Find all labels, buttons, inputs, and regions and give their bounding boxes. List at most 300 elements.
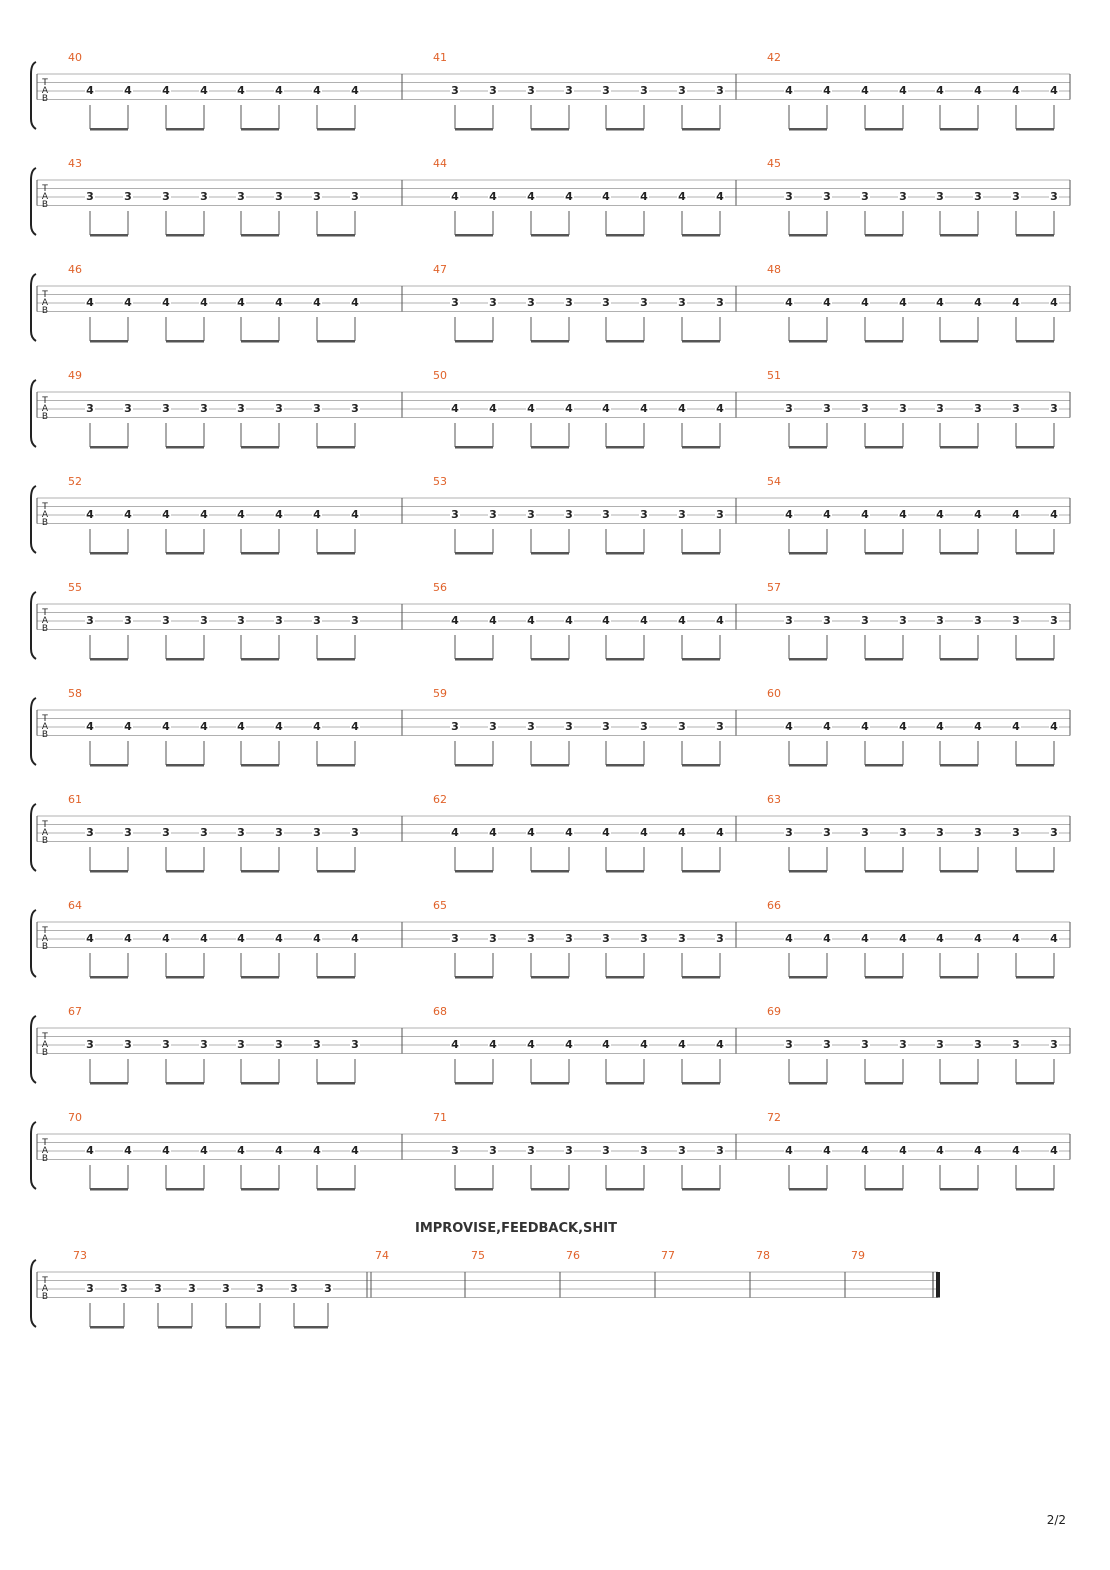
note-beam bbox=[226, 1326, 260, 1329]
fret-number: 3 bbox=[451, 296, 459, 309]
fret-number: 4 bbox=[124, 508, 132, 521]
fret-number: 4 bbox=[313, 1144, 321, 1157]
note-beam bbox=[940, 976, 978, 979]
fret-number: 3 bbox=[565, 932, 573, 945]
measure-number: 71 bbox=[433, 1111, 447, 1124]
fret-number: 3 bbox=[861, 614, 869, 627]
fret-number: 3 bbox=[275, 402, 283, 415]
fret-number: 3 bbox=[678, 720, 686, 733]
fret-number: 3 bbox=[785, 826, 793, 839]
fret-number: 4 bbox=[823, 932, 831, 945]
note-beam bbox=[455, 340, 493, 343]
fret-number: 4 bbox=[313, 720, 321, 733]
tab-clef-letter: A bbox=[41, 722, 49, 732]
note-beam bbox=[1016, 764, 1054, 767]
note-beam bbox=[606, 870, 644, 873]
fret-number: 3 bbox=[565, 1144, 573, 1157]
note-beam bbox=[606, 446, 644, 449]
fret-number: 4 bbox=[823, 1144, 831, 1157]
note-beam bbox=[865, 446, 903, 449]
measure-number: 45 bbox=[767, 157, 781, 170]
fret-number: 3 bbox=[565, 720, 573, 733]
fret-number: 3 bbox=[1050, 614, 1058, 627]
measure-number: 57 bbox=[767, 581, 781, 594]
fret-number: 4 bbox=[861, 1144, 869, 1157]
note-beam bbox=[166, 976, 204, 979]
fret-number: 3 bbox=[200, 826, 208, 839]
measure-number: 73 bbox=[73, 1249, 87, 1262]
note-beam bbox=[789, 1082, 827, 1085]
note-beam bbox=[606, 234, 644, 237]
fret-number: 3 bbox=[1012, 614, 1020, 627]
fret-number: 3 bbox=[237, 614, 245, 627]
note-beam bbox=[166, 764, 204, 767]
fret-number: 4 bbox=[785, 720, 793, 733]
note-beam bbox=[865, 658, 903, 661]
fret-number: 3 bbox=[489, 296, 497, 309]
fret-number: 4 bbox=[162, 296, 170, 309]
fret-number: 3 bbox=[1012, 1038, 1020, 1051]
fret-number: 4 bbox=[527, 1038, 535, 1051]
note-beam bbox=[241, 234, 279, 237]
measure-number: 78 bbox=[756, 1249, 770, 1262]
fret-number: 4 bbox=[861, 932, 869, 945]
note-beam bbox=[531, 1082, 569, 1085]
fret-number: 4 bbox=[200, 720, 208, 733]
fret-number: 3 bbox=[640, 296, 648, 309]
note-beam bbox=[682, 446, 720, 449]
note-beam bbox=[241, 446, 279, 449]
fret-number: 3 bbox=[275, 190, 283, 203]
note-beam bbox=[940, 870, 978, 873]
note-beam bbox=[865, 1082, 903, 1085]
fret-number: 3 bbox=[678, 296, 686, 309]
fret-number: 3 bbox=[275, 1038, 283, 1051]
fret-number: 3 bbox=[861, 826, 869, 839]
fret-number: 4 bbox=[823, 508, 831, 521]
fret-number: 3 bbox=[974, 402, 982, 415]
note-beam bbox=[940, 128, 978, 131]
measure-number: 64 bbox=[68, 899, 82, 912]
measure-number: 59 bbox=[433, 687, 447, 700]
measure-number: 76 bbox=[566, 1249, 580, 1262]
fret-number: 4 bbox=[237, 1144, 245, 1157]
tab-clef-letter: B bbox=[41, 412, 49, 422]
fret-number: 3 bbox=[451, 932, 459, 945]
note-beam bbox=[1016, 1082, 1054, 1085]
fret-number: 4 bbox=[200, 1144, 208, 1157]
note-beam bbox=[90, 1326, 124, 1329]
fret-number: 4 bbox=[313, 932, 321, 945]
fret-number: 3 bbox=[861, 190, 869, 203]
fret-number: 3 bbox=[124, 614, 132, 627]
tab-clef-letter: B bbox=[41, 730, 49, 740]
fret-number: 4 bbox=[899, 296, 907, 309]
fret-number: 4 bbox=[527, 614, 535, 627]
note-beam bbox=[241, 128, 279, 131]
measure-number: 44 bbox=[433, 157, 447, 170]
note-beam bbox=[531, 552, 569, 555]
note-beam bbox=[940, 658, 978, 661]
fret-number: 4 bbox=[451, 1038, 459, 1051]
fret-number: 3 bbox=[1050, 190, 1058, 203]
fret-number: 4 bbox=[823, 84, 831, 97]
system-bracket bbox=[31, 486, 36, 553]
fret-number: 4 bbox=[565, 826, 573, 839]
fret-number: 4 bbox=[162, 508, 170, 521]
fret-number: 4 bbox=[899, 932, 907, 945]
measure-number: 77 bbox=[661, 1249, 675, 1262]
fret-number: 4 bbox=[275, 720, 283, 733]
fret-number: 4 bbox=[899, 84, 907, 97]
note-beam bbox=[682, 658, 720, 661]
fret-number: 3 bbox=[162, 190, 170, 203]
note-beam bbox=[682, 1082, 720, 1085]
fret-number: 4 bbox=[716, 402, 724, 415]
note-beam bbox=[606, 552, 644, 555]
tab-clef-letter: B bbox=[41, 1048, 49, 1058]
fret-number: 3 bbox=[162, 1038, 170, 1051]
fret-number: 3 bbox=[237, 1038, 245, 1051]
fret-number: 3 bbox=[823, 614, 831, 627]
fret-number: 4 bbox=[275, 1144, 283, 1157]
fret-number: 3 bbox=[162, 402, 170, 415]
fret-number: 3 bbox=[124, 190, 132, 203]
fret-number: 4 bbox=[451, 614, 459, 627]
fret-number: 3 bbox=[565, 296, 573, 309]
note-beam bbox=[317, 764, 355, 767]
note-beam bbox=[90, 128, 128, 131]
tab-clef-letter: A bbox=[41, 192, 49, 202]
fret-number: 3 bbox=[162, 614, 170, 627]
note-beam bbox=[455, 128, 493, 131]
fret-number: 3 bbox=[565, 508, 573, 521]
fret-number: 4 bbox=[565, 402, 573, 415]
tab-clef-letter: A bbox=[41, 1040, 49, 1050]
measure-number: 51 bbox=[767, 369, 781, 382]
note-beam bbox=[865, 340, 903, 343]
note-beam bbox=[241, 764, 279, 767]
measure-number: 74 bbox=[375, 1249, 389, 1262]
fret-number: 4 bbox=[124, 296, 132, 309]
fret-number: 4 bbox=[1050, 296, 1058, 309]
fret-number: 4 bbox=[678, 190, 686, 203]
note-beam bbox=[940, 552, 978, 555]
note-beam bbox=[166, 1082, 204, 1085]
note-beam bbox=[90, 658, 128, 661]
fret-number: 4 bbox=[565, 190, 573, 203]
note-beam bbox=[789, 658, 827, 661]
fret-number: 4 bbox=[489, 614, 497, 627]
fret-number: 3 bbox=[974, 190, 982, 203]
fret-number: 4 bbox=[275, 932, 283, 945]
fret-number: 4 bbox=[899, 508, 907, 521]
fret-number: 3 bbox=[602, 84, 610, 97]
note-beam bbox=[682, 552, 720, 555]
fret-number: 3 bbox=[785, 402, 793, 415]
note-beam bbox=[789, 340, 827, 343]
note-beam bbox=[90, 446, 128, 449]
note-beam bbox=[241, 1188, 279, 1191]
note-beam bbox=[317, 340, 355, 343]
note-beam bbox=[166, 340, 204, 343]
fret-number: 3 bbox=[1050, 402, 1058, 415]
note-beam bbox=[166, 658, 204, 661]
fret-number: 4 bbox=[124, 84, 132, 97]
note-beam bbox=[865, 234, 903, 237]
fret-number: 3 bbox=[602, 720, 610, 733]
fret-number: 4 bbox=[899, 720, 907, 733]
fret-number: 4 bbox=[237, 296, 245, 309]
note-beam bbox=[606, 658, 644, 661]
final-barline-thick bbox=[936, 1272, 940, 1298]
fret-number: 4 bbox=[527, 826, 535, 839]
note-beam bbox=[789, 764, 827, 767]
note-beam bbox=[682, 870, 720, 873]
fret-number: 4 bbox=[936, 720, 944, 733]
tab-clef-letter: T bbox=[42, 396, 48, 406]
fret-number: 4 bbox=[275, 296, 283, 309]
tab-system bbox=[31, 157, 1070, 237]
note-beam bbox=[1016, 446, 1054, 449]
note-beam bbox=[789, 870, 827, 873]
measure-number: 42 bbox=[767, 51, 781, 64]
fret-number: 4 bbox=[602, 826, 610, 839]
fret-number: 4 bbox=[678, 614, 686, 627]
fret-number: 3 bbox=[974, 614, 982, 627]
fret-number: 4 bbox=[1050, 508, 1058, 521]
fret-number: 4 bbox=[86, 84, 94, 97]
fret-number: 3 bbox=[640, 720, 648, 733]
fret-number: 4 bbox=[640, 614, 648, 627]
fret-number: 3 bbox=[256, 1282, 264, 1295]
fret-number: 4 bbox=[785, 508, 793, 521]
tab-system bbox=[31, 1005, 1070, 1085]
fret-number: 4 bbox=[200, 296, 208, 309]
fret-number: 3 bbox=[716, 720, 724, 733]
fret-number: 4 bbox=[1050, 932, 1058, 945]
fret-number: 3 bbox=[162, 826, 170, 839]
measure-number: 43 bbox=[68, 157, 82, 170]
fret-number: 4 bbox=[351, 508, 359, 521]
fret-number: 4 bbox=[565, 614, 573, 627]
fret-number: 3 bbox=[351, 614, 359, 627]
fret-number: 4 bbox=[716, 826, 724, 839]
fret-number: 4 bbox=[602, 1038, 610, 1051]
fret-number: 3 bbox=[785, 190, 793, 203]
fret-number: 3 bbox=[351, 1038, 359, 1051]
fret-number: 3 bbox=[124, 1038, 132, 1051]
fret-number: 3 bbox=[899, 402, 907, 415]
note-beam bbox=[789, 976, 827, 979]
tab-clef-letter: A bbox=[41, 1146, 49, 1156]
tab-clef-letter: T bbox=[42, 1032, 48, 1042]
fret-number: 3 bbox=[861, 402, 869, 415]
fret-number: 4 bbox=[936, 296, 944, 309]
measure-number: 75 bbox=[471, 1249, 485, 1262]
fret-number: 4 bbox=[1050, 1144, 1058, 1157]
note-beam bbox=[166, 1188, 204, 1191]
fret-number: 3 bbox=[716, 1144, 724, 1157]
fret-number: 3 bbox=[678, 84, 686, 97]
note-beam bbox=[1016, 552, 1054, 555]
fret-number: 3 bbox=[222, 1282, 230, 1295]
note-beam bbox=[940, 340, 978, 343]
tab-system bbox=[31, 475, 1070, 555]
fret-number: 4 bbox=[489, 1038, 497, 1051]
fret-number: 3 bbox=[124, 826, 132, 839]
note-beam bbox=[940, 234, 978, 237]
note-beam bbox=[90, 1188, 128, 1191]
fret-number: 4 bbox=[489, 402, 497, 415]
note-beam bbox=[789, 446, 827, 449]
fret-number: 4 bbox=[351, 1144, 359, 1157]
note-beam bbox=[682, 340, 720, 343]
measure-number: 79 bbox=[851, 1249, 865, 1262]
fret-number: 3 bbox=[200, 614, 208, 627]
fret-number: 4 bbox=[1050, 720, 1058, 733]
note-beam bbox=[455, 764, 493, 767]
note-beam bbox=[241, 976, 279, 979]
tab-clef-letter: T bbox=[42, 820, 48, 830]
measure-number: 40 bbox=[68, 51, 82, 64]
fret-number: 4 bbox=[237, 932, 245, 945]
fret-number: 3 bbox=[716, 296, 724, 309]
note-beam bbox=[455, 1188, 493, 1191]
fret-number: 3 bbox=[489, 720, 497, 733]
measure-number: 54 bbox=[767, 475, 781, 488]
tab-system bbox=[31, 687, 1070, 767]
fret-number: 4 bbox=[351, 84, 359, 97]
note-beam bbox=[317, 870, 355, 873]
measure-number: 60 bbox=[767, 687, 781, 700]
note-beam bbox=[241, 658, 279, 661]
tab-clef-letter: T bbox=[42, 1276, 48, 1286]
measure-number: 47 bbox=[433, 263, 447, 276]
note-beam bbox=[1016, 1188, 1054, 1191]
note-beam bbox=[455, 976, 493, 979]
fret-number: 3 bbox=[489, 1144, 497, 1157]
fret-number: 4 bbox=[602, 402, 610, 415]
fret-number: 4 bbox=[861, 720, 869, 733]
tab-clef-letter: T bbox=[42, 184, 48, 194]
note-beam bbox=[940, 764, 978, 767]
fret-number: 3 bbox=[527, 1144, 535, 1157]
measure-number: 46 bbox=[68, 263, 82, 276]
note-beam bbox=[317, 1188, 355, 1191]
fret-number: 3 bbox=[823, 826, 831, 839]
fret-number: 4 bbox=[640, 402, 648, 415]
fret-number: 4 bbox=[124, 1144, 132, 1157]
fret-number: 4 bbox=[489, 190, 497, 203]
fret-number: 3 bbox=[602, 296, 610, 309]
fret-number: 3 bbox=[290, 1282, 298, 1295]
note-beam bbox=[865, 128, 903, 131]
fret-number: 3 bbox=[640, 1144, 648, 1157]
measure-number: 68 bbox=[433, 1005, 447, 1018]
fret-number: 3 bbox=[200, 190, 208, 203]
measure-number: 41 bbox=[433, 51, 447, 64]
fret-number: 4 bbox=[640, 1038, 648, 1051]
note-beam bbox=[241, 1082, 279, 1085]
note-beam bbox=[317, 446, 355, 449]
fret-number: 4 bbox=[351, 932, 359, 945]
fret-number: 4 bbox=[678, 826, 686, 839]
measure-number: 65 bbox=[433, 899, 447, 912]
fret-number: 4 bbox=[1012, 296, 1020, 309]
note-beam bbox=[317, 976, 355, 979]
fret-number: 4 bbox=[1012, 932, 1020, 945]
note-beam bbox=[531, 1188, 569, 1191]
fret-number: 3 bbox=[678, 508, 686, 521]
note-beam bbox=[1016, 234, 1054, 237]
note-beam bbox=[241, 870, 279, 873]
note-beam bbox=[531, 340, 569, 343]
fret-number: 4 bbox=[1012, 1144, 1020, 1157]
fret-number: 4 bbox=[974, 508, 982, 521]
fret-number: 3 bbox=[188, 1282, 196, 1295]
note-beam bbox=[166, 234, 204, 237]
system-bracket bbox=[31, 1016, 36, 1083]
tab-clef-letter: T bbox=[42, 78, 48, 88]
fret-number: 4 bbox=[162, 932, 170, 945]
fret-number: 4 bbox=[200, 932, 208, 945]
tab-clef-letter: A bbox=[41, 616, 49, 626]
note-beam bbox=[682, 1188, 720, 1191]
measure-number: 67 bbox=[68, 1005, 82, 1018]
fret-number: 3 bbox=[200, 1038, 208, 1051]
fret-number: 4 bbox=[861, 508, 869, 521]
note-beam bbox=[90, 1082, 128, 1085]
fret-number: 3 bbox=[313, 614, 321, 627]
note-beam bbox=[166, 128, 204, 131]
fret-number: 4 bbox=[86, 1144, 94, 1157]
fret-number: 4 bbox=[527, 190, 535, 203]
note-beam bbox=[90, 234, 128, 237]
fret-number: 4 bbox=[640, 190, 648, 203]
measure-number: 55 bbox=[68, 581, 82, 594]
note-beam bbox=[940, 446, 978, 449]
fret-number: 4 bbox=[237, 508, 245, 521]
tab-system bbox=[31, 899, 1070, 979]
fret-number: 3 bbox=[275, 826, 283, 839]
fret-number: 3 bbox=[237, 190, 245, 203]
tab-clef-letter: B bbox=[41, 94, 49, 104]
fret-number: 3 bbox=[86, 190, 94, 203]
fret-number: 4 bbox=[823, 296, 831, 309]
fret-number: 3 bbox=[451, 1144, 459, 1157]
fret-number: 4 bbox=[861, 84, 869, 97]
tab-clef-letter: B bbox=[41, 624, 49, 634]
fret-number: 4 bbox=[313, 84, 321, 97]
fret-number: 4 bbox=[313, 296, 321, 309]
fret-number: 3 bbox=[602, 508, 610, 521]
fret-number: 3 bbox=[86, 826, 94, 839]
tab-system bbox=[31, 581, 1070, 661]
measure-number: 63 bbox=[767, 793, 781, 806]
fret-number: 3 bbox=[716, 508, 724, 521]
tab-system bbox=[31, 1111, 1070, 1191]
note-beam bbox=[90, 870, 128, 873]
fret-number: 4 bbox=[974, 296, 982, 309]
fret-number: 3 bbox=[785, 614, 793, 627]
fret-number: 3 bbox=[86, 402, 94, 415]
fret-number: 4 bbox=[86, 508, 94, 521]
fret-number: 3 bbox=[489, 932, 497, 945]
note-beam bbox=[158, 1326, 192, 1329]
fret-number: 4 bbox=[785, 296, 793, 309]
fret-number: 4 bbox=[602, 190, 610, 203]
